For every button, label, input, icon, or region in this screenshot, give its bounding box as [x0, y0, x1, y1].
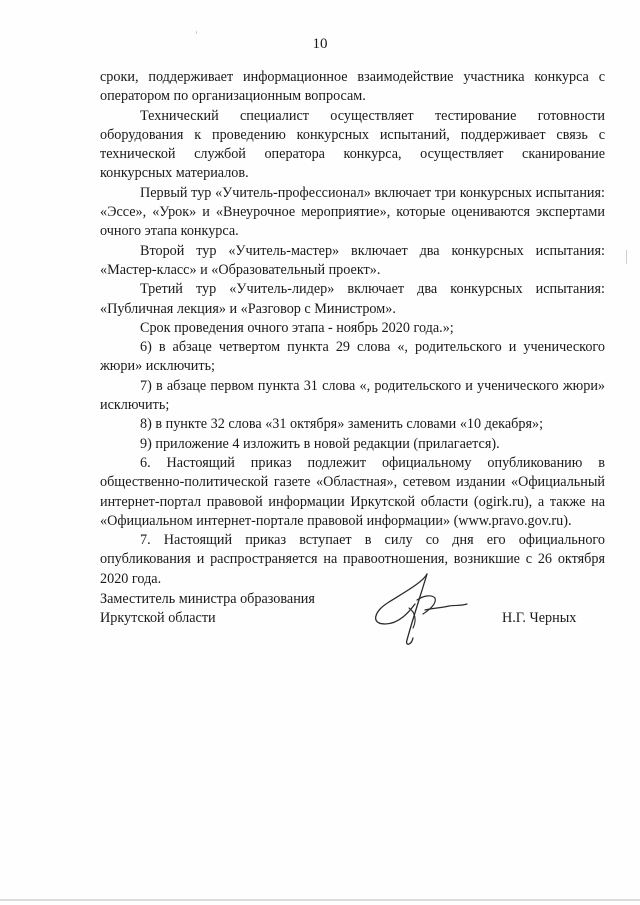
scan-edge-line: [0, 899, 640, 901]
signer-title-line: Иркутской области: [100, 610, 216, 627]
paragraph: 6. Настоящий приказ подлежит официальному опубликованию в общественно-политической газете «Областная», сетевом издании «Официальный интернет-портал правовой информации Иркутской области (ogirk.ru), а также на «Официальном интернет-портале правовой информации» (www.pravo.gov.ru).: [100, 454, 605, 529]
paragraph: Первый тур «Учитель-профессионал» включает три конкурсных испытания: «Эссе», «Урок» и «Внеурочное мероприятие», которые оцениваются экспертами очного этапа конкурса.: [100, 184, 605, 240]
paragraph: 8) в пункте 32 слова «31 октября» заменить словами «10 декабря»;: [140, 416, 544, 433]
signer-name: Н.Г. Черных: [502, 610, 577, 626]
paragraph: 6) в абзаце четвертом пункта 29 слова «, родительского и ученического жюри» исключить;: [100, 339, 605, 375]
scan-speck: [196, 31, 197, 34]
document-body: [100, 68, 605, 589]
paragraph: Второй тур «Учитель-мастер» включает два конкурсных испытания: «Мастер-класс» и «Образовательный проект».: [100, 242, 605, 278]
paragraph: 7. Настоящий приказ вступает в силу со дня его официального опубликования и распространяется на правоотношения, возникшие с 26 октября 2020 года.: [100, 532, 605, 587]
scan-speck: [626, 250, 627, 264]
paragraph: Технический специалист осуществляет тестирование готовности оборудования к проведению конкурсных испытаний, поддерживает связь с технической службой оператора конкурса, осуществляет сканирование конкурсных материалов.: [100, 107, 605, 182]
signature-block: [100, 590, 605, 650]
page-number: 10: [312, 36, 328, 52]
paragraph: 9) приложение 4 изложить в новой редакции (прилагается).: [140, 435, 500, 452]
paragraph: Третий тур «Учитель-лидер» включает два конкурсных испытания: «Публичная лекция» и «Разговор с Министром».: [100, 281, 605, 317]
handwritten-signature: [365, 568, 475, 648]
paragraph: сроки, поддерживает информационное взаимодействие участника конкурса с оператором по организационным вопросам.: [100, 69, 605, 105]
signer-title: [100, 590, 360, 629]
paragraph: Срок проведения очного этапа - ноябрь 2020 года.»;: [140, 319, 454, 336]
paragraph: 7) в абзаце первом пункта 31 слова «, родительского и ученического жюри» исключить;: [100, 377, 605, 414]
signer-title-line: Заместитель министра образования: [100, 591, 315, 607]
